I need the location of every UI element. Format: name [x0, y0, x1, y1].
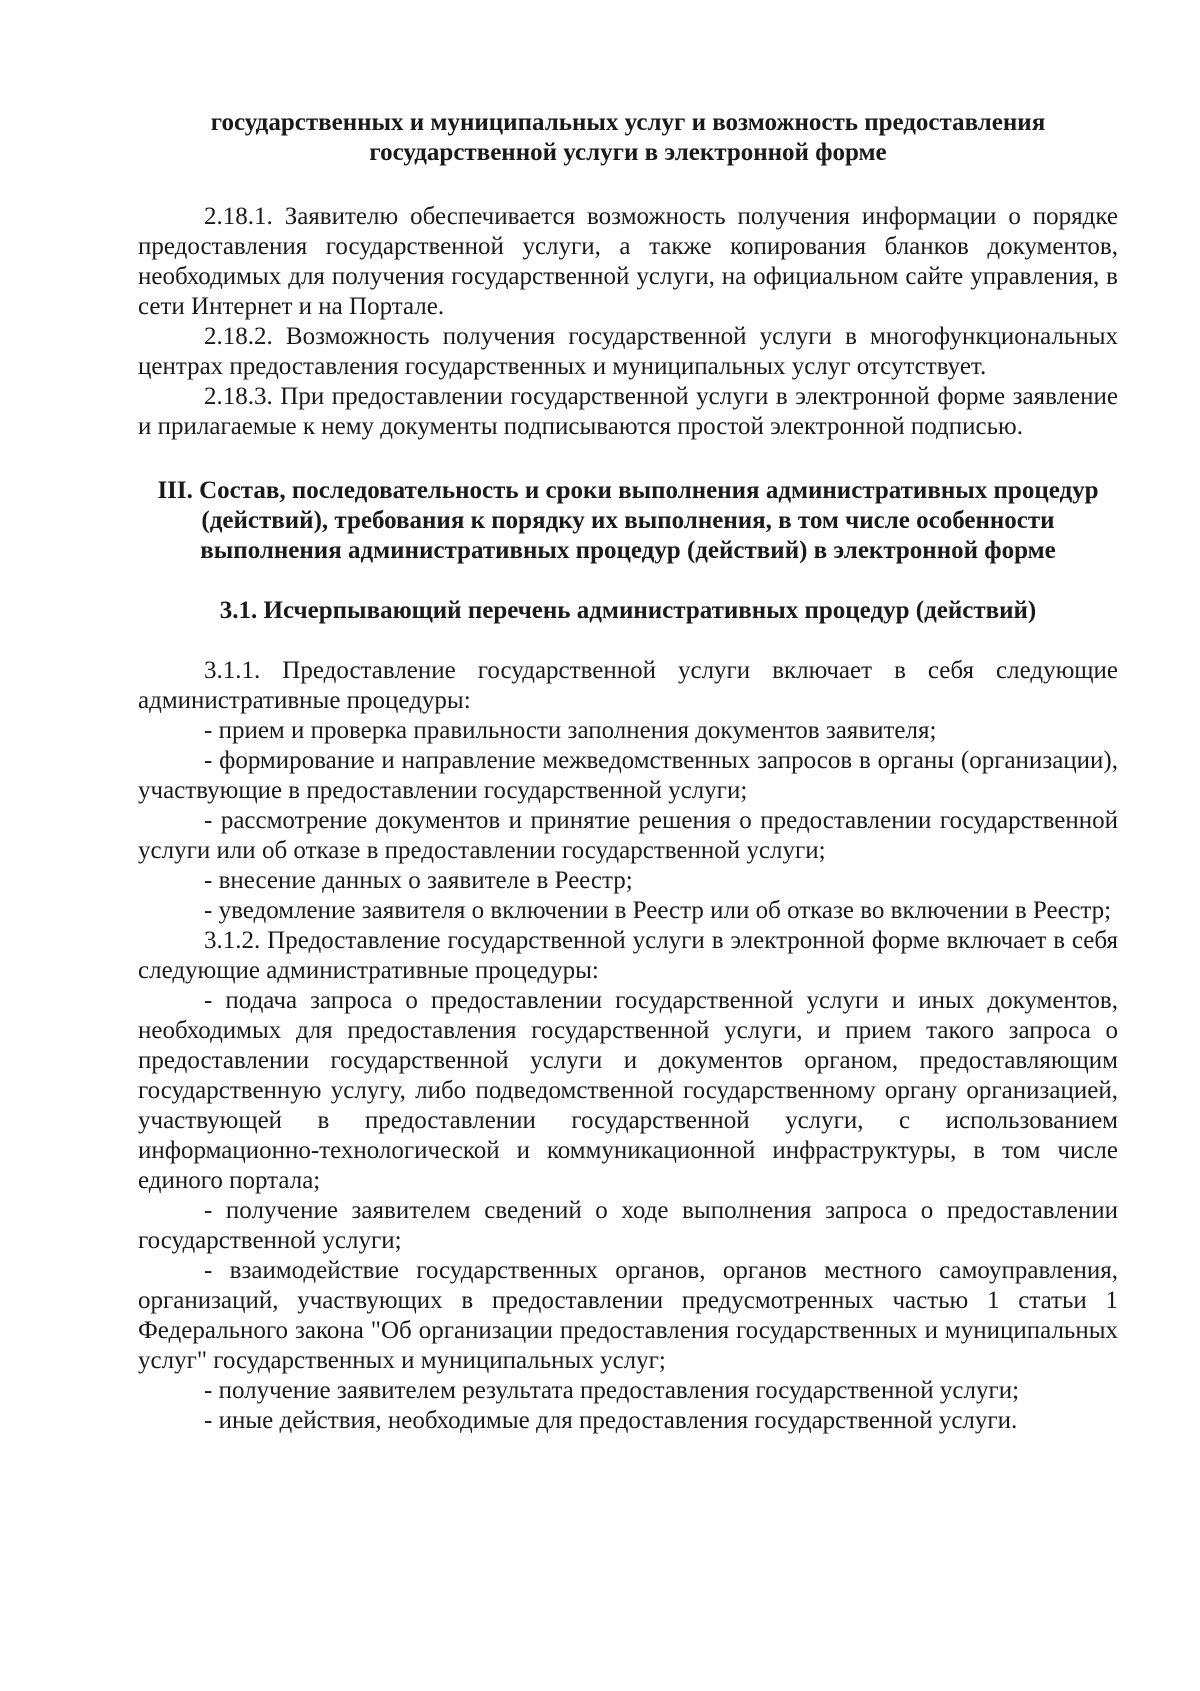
list-item: - получение заявителем результата предоставления государственной услуги;: [204, 1377, 1020, 1404]
section-3-heading: III. Состав, последовательность и сроки выполнения административных процедур (действий), требования к порядку их выполнения, в том числе особенности выполнения административных процедур (действий) в электронной форме: [157, 477, 1099, 564]
spacer: [138, 626, 1118, 656]
list-item: - получение заявителем сведений о ходе выполнения запроса о предоставлении государственной услуги;: [138, 1197, 1118, 1254]
spacer: [138, 168, 1118, 202]
list-item: - внесение данных о заявителе в Реестр;: [204, 867, 633, 894]
list-item: - иные действия, необходимые для предоставления государственной услуги.: [204, 1407, 1018, 1434]
paragraph-2-18-1: 2.18.1. Заявителю обеспечивается возможность получения информации о порядке предоставления государственной услуги, а также копирования бланков документов, необходимых для получения государственной услуги, на официальном сайте управления, в сети Интернет и на Портале.: [138, 203, 1118, 320]
paragraph-2-18-3: 2.18.3. При предоставлении государственной услуги в электронной форме заявление и прилагаемые к нему документы подписываются простой электронной подписью.: [138, 383, 1118, 440]
document-page: [138, 108, 1118, 1436]
list-item: - прием и проверка правильности заполнения документов заявителя;: [204, 717, 937, 744]
paragraph-3-1-1: 3.1.1. Предоставление государственной услуги включает в себя следующие административные процедуры:: [138, 657, 1118, 714]
section-heading-top: государственных и муниципальных услуг и возможность предоставления государственной услуги в электронной форме: [210, 109, 1046, 166]
paragraph-3-1-2: 3.1.2. Предоставление государственной услуги в электронной форме включает в себя следующие административные процедуры:: [138, 927, 1118, 984]
list-item: - уведомление заявителя о включении в Реестр или об отказе во включении в Реестр;: [204, 897, 1112, 924]
spacer: [138, 442, 1118, 476]
list-item: - взаимодействие государственных органов, органов местного самоуправления, организаций, участвующих в предоставлении предусмотренных частью 1 статьи 1 Федерального закона "Об организации предоставления государственных и муниципальных услуг" государственных и муниципальных услуг;: [138, 1257, 1118, 1374]
subsection-3-1-heading: 3.1. Исчерпывающий перечень административных процедур (действий): [219, 597, 1037, 624]
list-item: - формирование и направление межведомственных запросов в органы (организации), участвующие в предоставлении государственной услуги;: [138, 747, 1118, 804]
spacer: [138, 566, 1118, 596]
paragraph-2-18-2: 2.18.2. Возможность получения государственной услуги в многофункциональных центрах предоставления государственных и муниципальных услуг отсутствует.: [138, 323, 1118, 380]
list-item: - подача запроса о предоставлении государственной услуги и иных документов, необходимых для предоставления государственной услуги, и прием такого запроса о предоставлении государственной услуги и документов органом, предоставляющим государственную услугу, либо подведомственной государственному органу организацией, участвующей в предоставлении государственной услуги, с использованием информационно-технологической и коммуникационной инфраструктуры, в том числе единого портала;: [138, 987, 1118, 1194]
list-item: - рассмотрение документов и принятие решения о предоставлении государственной услуги или об отказе в предоставлении государственной услуги;: [138, 807, 1118, 864]
